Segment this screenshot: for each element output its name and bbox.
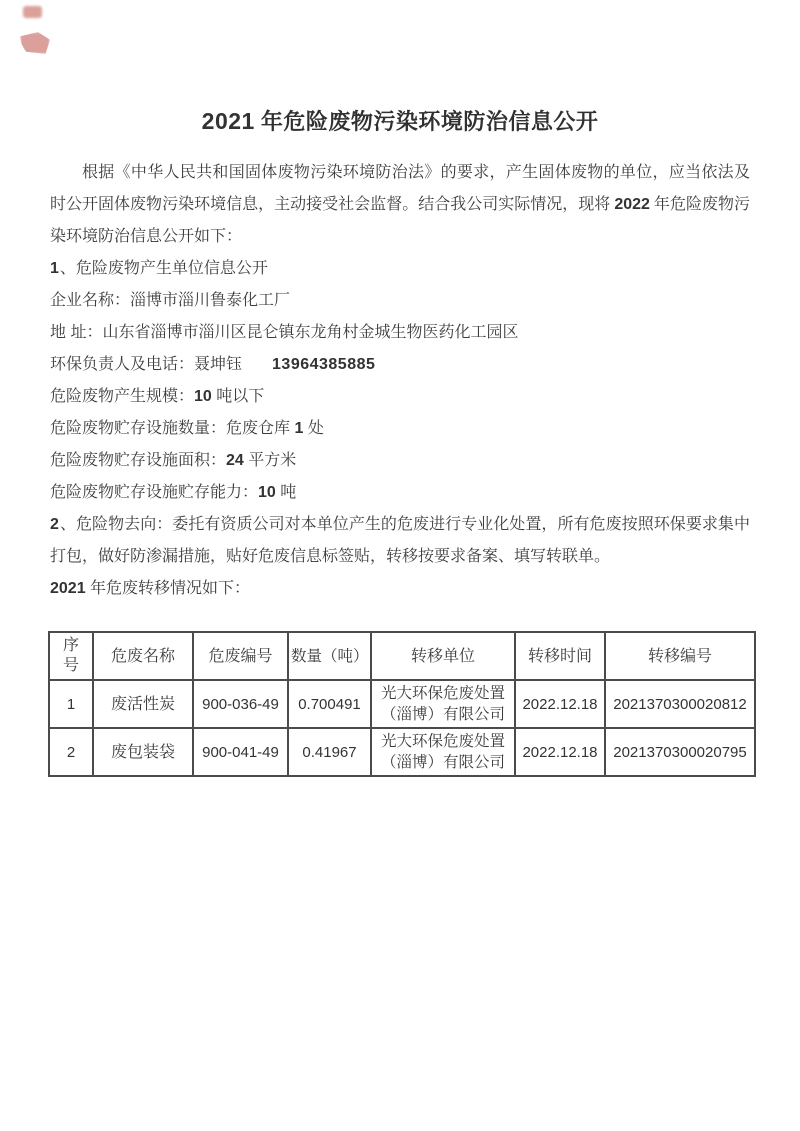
title-text: 年危险废物污染环境防治信息公开	[260, 109, 599, 134]
table-row	[49, 728, 755, 776]
header-transfer-date: 转移时间	[515, 632, 605, 680]
section1-number: 1	[50, 260, 59, 277]
intro-lead-text: 根据《中华人民共和国固体废物污染环境防治法》的要求，产生固体废物的单位，应当依法及时公开固体废物污染环境信息，主动接受社会监督。结合我公司实际情况，现将	[50, 164, 750, 213]
cell-seq: 2	[49, 728, 93, 776]
storage-count-unit: 处	[307, 420, 324, 437]
env-contact-label: 环保负责人及电话：聂坤钰	[50, 356, 243, 373]
phone-number: 13964385885	[272, 356, 376, 373]
cell-transfer-id: 2021370300020795	[605, 728, 755, 776]
storage-capacity-value: 10	[258, 484, 276, 501]
red-stamp-artifact-bottom	[20, 32, 50, 54]
intro-year: 2022	[614, 196, 650, 213]
title-year: 2021	[201, 108, 255, 134]
table-header-row	[49, 632, 755, 680]
storage-area-line	[50, 445, 750, 477]
header-seq-label: 序号	[62, 637, 79, 674]
storage-capacity-line	[50, 477, 750, 509]
cell-transfer-unit: 光大环保危废处置（淄博）有限公司	[371, 728, 515, 776]
storage-area-unit: 平方米	[248, 452, 297, 469]
transfer-intro-line	[50, 573, 750, 605]
header-waste-name: 危废名称	[93, 632, 193, 680]
section2-number: 2	[50, 516, 59, 533]
transfer-table	[48, 631, 756, 777]
storage-count-value: 1	[294, 420, 304, 437]
storage-capacity-label: 危险废物贮存设施贮存能力：	[50, 484, 259, 501]
cell-transfer-unit: 光大环保危废处置（淄博）有限公司	[371, 680, 515, 728]
cell-quantity: 0.700491	[288, 680, 371, 728]
cell-waste-code: 900-036-49	[193, 680, 288, 728]
document-body	[50, 0, 750, 777]
storage-area-label: 危险废物贮存设施面积：	[50, 452, 227, 469]
cell-quantity: 0.41967	[288, 728, 371, 776]
section2-paragraph	[50, 509, 750, 573]
scale-label: 危险废物产生规模：	[50, 388, 195, 405]
cell-waste-code: 900-041-49	[193, 728, 288, 776]
cell-waste-name: 废包装袋	[93, 728, 193, 776]
intro-tail-text: 年危险废物污染环境防治信息公开如下：	[50, 196, 750, 245]
storage-count-line	[50, 413, 750, 445]
header-quantity: 数量（吨）	[288, 632, 371, 680]
scale-unit: 吨以下	[216, 388, 265, 405]
header-waste-code: 危废编号	[193, 632, 288, 680]
section2-body-text: 、危险物去向：委托有资质公司对本单位产生的危废进行专业化处置，所有危废按照环保要求集中打包，做好防渗漏措施，贴好危废信息标签贴，转移按要求备案、填写转联单。	[50, 516, 750, 565]
section1-heading-text: 、危险废物产生单位信息公开	[59, 260, 268, 277]
cell-transfer-date: 2022.12.18	[515, 680, 605, 728]
scale-line	[50, 381, 750, 413]
cell-waste-name: 废活性炭	[93, 680, 193, 728]
cell-seq: 1	[49, 680, 93, 728]
address-line: 地 址：山东省淄博市淄川区昆仑镇东龙角村金城生物医药化工园区	[50, 324, 519, 341]
header-transfer-id: 转移编号	[605, 632, 755, 680]
section1-heading	[50, 253, 750, 285]
storage-capacity-unit: 吨	[280, 484, 297, 501]
scale-value: 10	[194, 388, 212, 405]
env-contact-line	[50, 349, 750, 381]
intro-paragraph	[50, 157, 750, 253]
storage-area-value: 24	[226, 452, 244, 469]
company-name-line: 企业名称：淄博市淄川鲁泰化工厂	[50, 292, 291, 309]
transfer-intro-text: 年危废转移情况如下：	[90, 580, 251, 597]
red-stamp-artifact-top	[23, 6, 42, 18]
table-row	[49, 680, 755, 728]
document-text-block	[50, 157, 750, 605]
cell-transfer-date: 2022.12.18	[515, 728, 605, 776]
page-title	[50, 104, 750, 139]
storage-count-label: 危险废物贮存设施数量：危废仓库	[50, 420, 291, 437]
header-transfer-unit: 转移单位	[371, 632, 515, 680]
header-seq	[49, 632, 93, 680]
transfer-intro-year: 2021	[50, 580, 86, 597]
cell-transfer-id: 2021370300020812	[605, 680, 755, 728]
